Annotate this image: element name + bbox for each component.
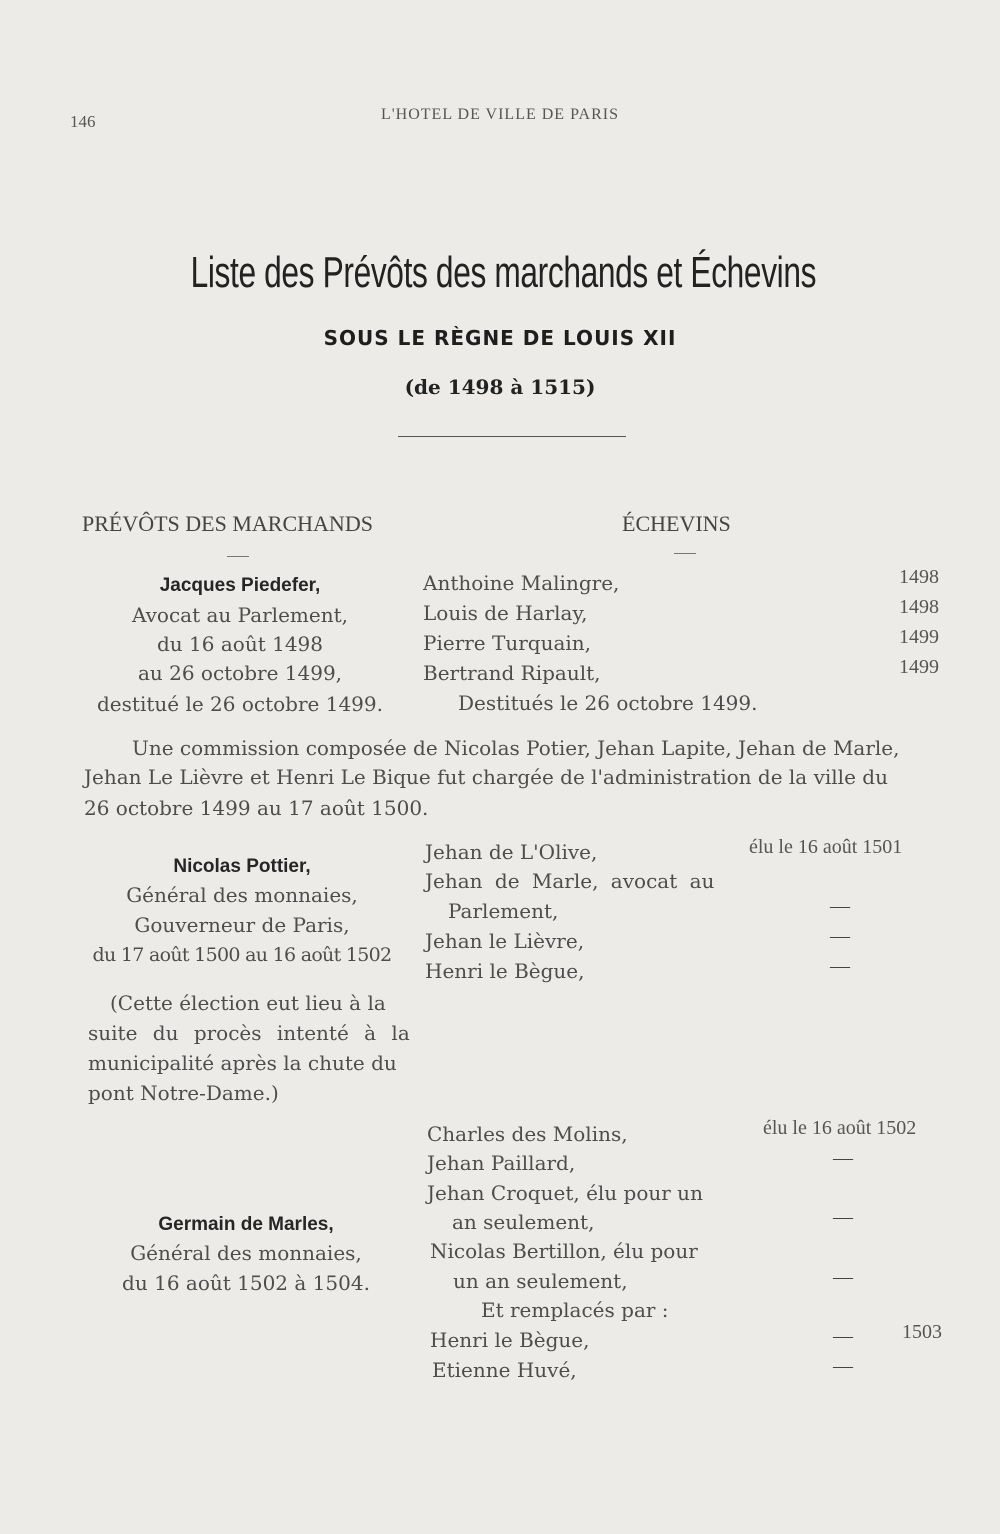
echevin-line: Jehan le Lièvre, <box>425 929 585 953</box>
paragraph-line: Une commission composée de Nicolas Potier, Jehan Lapite, Jehan de Marle, <box>132 736 900 760</box>
prevot-detail: Avocat au Parlement, <box>131 603 348 627</box>
prevot-detail: Général des monnaies, <box>130 1241 362 1265</box>
ditto-dash: — <box>833 1206 853 1228</box>
echevin-year: 1499 <box>899 626 939 648</box>
remark-line: municipalité après la chute du <box>88 1051 397 1075</box>
ditto-dash: — <box>833 1266 853 1288</box>
page-number: 146 <box>70 112 96 131</box>
column-heading-echevins: ÉCHEVINS <box>622 511 731 536</box>
prevot-detail: au 26 octobre 1499, <box>137 661 343 685</box>
echevin-year: 1503 <box>902 1321 942 1343</box>
ditto-dash: — <box>833 1147 853 1169</box>
echevin-line: Jehan de L'Olive, <box>425 840 598 864</box>
echevin-year: 1498 <box>899 566 939 588</box>
running-title: L'HOTEL DE VILLE DE PARIS <box>381 106 619 123</box>
remark-line: (Cette élection eut lieu à la <box>110 991 386 1015</box>
remark-line: pont Notre-Dame.) <box>88 1081 279 1105</box>
echevin-year: 1498 <box>899 596 939 618</box>
echevin-line: Jehan Croquet, élu pour un <box>427 1181 703 1205</box>
ditto-dash: — <box>830 955 850 977</box>
election-date: élu le 16 août 1501 <box>749 836 903 858</box>
title-divider <box>398 436 626 437</box>
echevin-name: Pierre Turquain, <box>423 631 592 655</box>
ditto-dash: — <box>830 925 850 947</box>
paragraph-line: 26 octobre 1499 au 17 août 1500. <box>84 796 429 820</box>
echevin-line: un an seulement, <box>453 1269 628 1293</box>
dismissal-note: Destitués le 26 octobre 1499. <box>458 691 758 715</box>
echevin-line: Et remplacés par : <box>481 1298 669 1322</box>
prevot-detail: Gouverneur de Paris, <box>134 913 350 937</box>
column-heading-prevots: PRÉVÔTS DES MARCHANDS <box>82 511 373 536</box>
ditto-dash: — <box>833 1325 853 1347</box>
prevot-detail: du 16 août 1498 <box>157 632 323 656</box>
election-date: élu le 16 août 1502 <box>763 1117 917 1139</box>
echevin-year: 1499 <box>899 656 939 678</box>
prevot-detail: du 17 août 1500 au 16 août 1502 <box>92 944 392 966</box>
page-subtitle: SOUS LE RÈGNE DE LOUIS XII <box>323 326 677 350</box>
echevin-line: Jehan de Marle, avocat au <box>425 869 715 893</box>
echevin-name: Louis de Harlay, <box>423 601 588 625</box>
column-dash-right <box>674 553 696 554</box>
ditto-dash: — <box>833 1355 853 1377</box>
prevot-name: Nicolas Pottier, <box>173 856 311 877</box>
ditto-dash: — <box>830 895 850 917</box>
echevin-line: Parlement, <box>448 899 559 923</box>
echevin-name: Bertrand Ripault, <box>423 661 601 685</box>
reign-dates: (de 1498 à 1515) <box>404 375 596 399</box>
prevot-detail: Général des monnaies, <box>126 883 358 907</box>
echevin-line: an seulement, <box>452 1210 595 1234</box>
page-title: Liste des Prévôts des marchands et Échevins <box>190 248 817 297</box>
echevin-line: Charles des Molins, <box>427 1122 628 1146</box>
echevin-name: Anthoine Malingre, <box>423 571 620 595</box>
echevin-line: Nicolas Bertillon, élu pour <box>430 1239 698 1263</box>
prevot-detail: destitué le 26 octobre 1499. <box>97 692 383 716</box>
echevin-line: Henri le Bègue, <box>430 1328 590 1352</box>
paragraph-line: Jehan Le Lièvre et Henri Le Bique fut chargée de l'administration de la ville du <box>84 765 888 789</box>
echevin-line: Jehan Paillard, <box>427 1151 576 1175</box>
echevin-line: Etienne Huvé, <box>432 1358 577 1382</box>
prevot-name: Jacques Piedefer, <box>159 575 321 596</box>
prevot-detail: du 16 août 1502 à 1504. <box>122 1271 370 1295</box>
remark-line: suite du procès intenté à la <box>88 1021 410 1045</box>
echevin-line: Henri le Bègue, <box>425 959 585 983</box>
column-dash-left <box>227 556 249 557</box>
prevot-name: Germain de Marles, <box>158 1214 334 1235</box>
